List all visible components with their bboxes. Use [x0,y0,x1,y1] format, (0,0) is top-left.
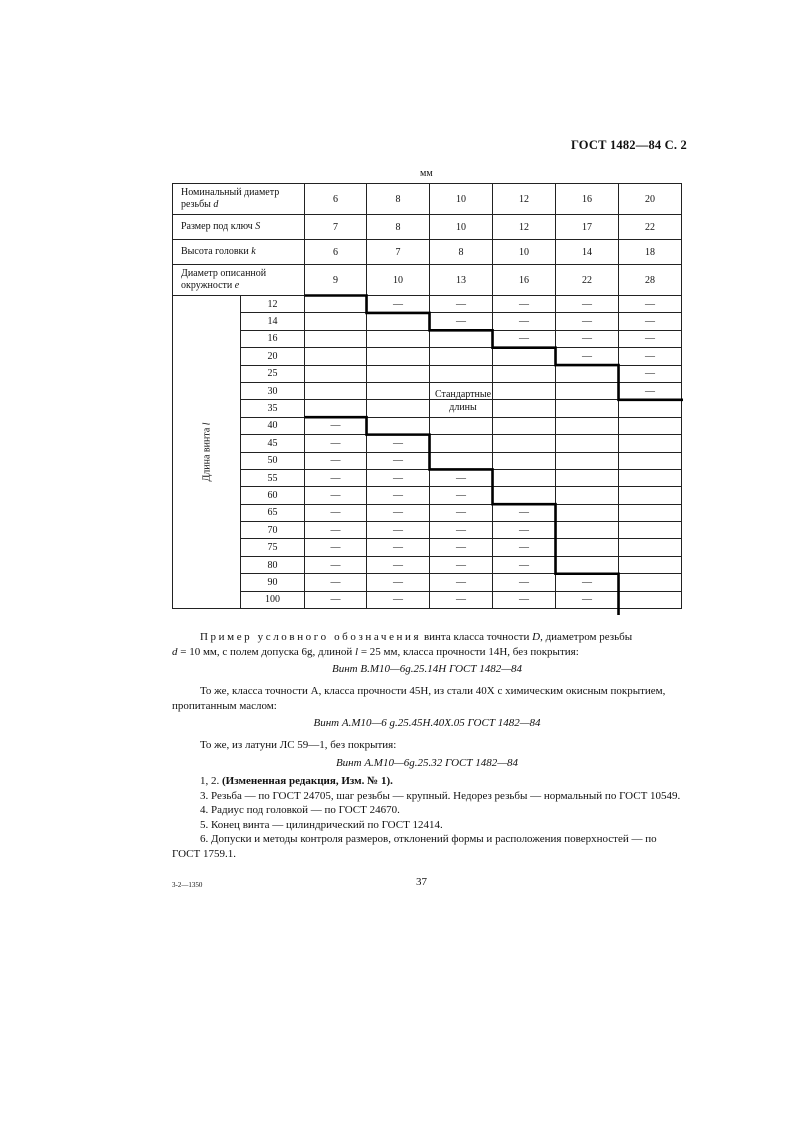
length-cell: — [367,296,430,313]
length-cell: — [367,522,430,539]
length-cell: — [619,382,682,399]
length-value: 60 [241,487,305,504]
param-value: 10 [493,240,556,265]
length-cell: — [305,591,367,608]
param-value: 7 [305,215,367,240]
length-cell: — [305,417,367,434]
length-cell: — [556,348,619,365]
length-cell: — [619,296,682,313]
length-cell: — [493,556,556,573]
length-value: 25 [241,365,305,382]
length-cell: — [556,591,619,608]
param-value: 12 [493,215,556,240]
length-cell: — [619,313,682,330]
param-value: 20 [619,184,682,215]
length-cell: — [493,591,556,608]
paragraph-steel: То же, класса точности А, класса прочности 45H, из стали 40Х с химическим окисным покрытием, пропитанным маслом: [172,685,666,712]
length-cell: — [493,539,556,556]
length-cell: — [619,365,682,382]
param-value: 8 [367,215,430,240]
length-value: 70 [241,522,305,539]
length-cell: — [367,435,430,452]
length-cell: — [305,435,367,452]
designation-1: Винт В.М10—6g.25.14Н ГОСТ 1482—84 [331,663,523,675]
length-cell: — [305,539,367,556]
length-cell: — [367,574,430,591]
designation-2: Винт А.М10—6 g.25.45Н.40Х.05 ГОСТ 1482—84 [313,717,541,729]
length-cell: — [305,452,367,469]
length-cell: — [430,522,493,539]
upper-boundary-line [305,296,684,400]
example-heading: Пример условного обозначения [200,631,422,643]
param-label: Высота головки k [173,240,305,265]
length-value: 55 [241,469,305,486]
standard-lengths-label: Стандартные длины [434,389,492,413]
param-value: 14 [556,240,619,265]
length-cell: — [493,574,556,591]
length-cell: — [430,574,493,591]
param-value: 16 [493,265,556,296]
length-value: 45 [241,435,305,452]
length-value: 20 [241,348,305,365]
length-cell: — [619,330,682,347]
param-value: 6 [305,240,367,265]
length-value: 12 [241,296,305,313]
page-header: ГОСТ 1482—84 С. 2 [570,138,687,152]
designation-3: Винт А.М10—6g.25.32 ГОСТ 1482—84 [335,757,519,769]
length-cell: — [367,591,430,608]
length-cell: — [367,487,430,504]
length-value: 16 [241,330,305,347]
length-cell: — [305,556,367,573]
note-5: 5. Конец винта — цилиндрический по ГОСТ 12414. [200,818,443,831]
param-value: 9 [305,265,367,296]
length-value: 14 [241,313,305,330]
length-cell: — [430,591,493,608]
note-1-2: 1, 2. (Измененная редакция, Изм. № 1). [200,775,393,787]
param-label: Номинальный диаметр резьбы d [173,184,305,215]
length-cell: — [305,522,367,539]
length-cell: — [430,556,493,573]
length-cell: — [493,522,556,539]
print-code: 3-2—1350 [172,881,203,889]
unit-label: мм [420,168,433,179]
length-cell: — [493,296,556,313]
length-cell: — [367,469,430,486]
length-cell: — [367,539,430,556]
length-cell: — [430,296,493,313]
param-value: 10 [367,265,430,296]
length-cell: — [430,504,493,521]
example-paragraph: Пример условного обозначения винта класса точности D, диаметром резьбы d = 10 мм, с полем допуска 6g, длиной l = 25 мм, класса прочности 14H, без покрытия: [172,631,633,658]
length-cell: — [305,469,367,486]
length-cell: — [367,504,430,521]
param-value: 22 [556,265,619,296]
length-cell: — [556,330,619,347]
length-value: 30 [241,382,305,399]
note-3: 3. Резьба — по ГОСТ 24705, шаг резьбы — крупный. Недорез резьбы — нормальный по ГОСТ 10549. [200,789,681,802]
length-value: 100 [241,591,305,608]
length-cell: — [430,487,493,504]
param-value: 6 [305,184,367,215]
length-value: 65 [241,504,305,521]
param-value: 16 [556,184,619,215]
length-cell: — [619,348,682,365]
length-value: 50 [241,452,305,469]
param-value: 17 [556,215,619,240]
length-cell: — [493,313,556,330]
length-value: 80 [241,556,305,573]
lower-boundary-line [305,417,619,615]
length-cell: — [556,313,619,330]
length-cell: — [305,504,367,521]
notes [172,774,682,861]
param-value: 8 [367,184,430,215]
length-cell: — [430,313,493,330]
length-cell: — [556,574,619,591]
param-value: 12 [493,184,556,215]
param-value: 13 [430,265,493,296]
length-cell: — [305,574,367,591]
param-value: 10 [430,184,493,215]
param-value: 7 [367,240,430,265]
length-cell: — [493,330,556,347]
param-value: 18 [619,240,682,265]
length-cell: — [367,452,430,469]
length-value: 35 [241,400,305,417]
length-cell: — [430,469,493,486]
paragraph-brass: То же, из латуни ЛС 59—1, без покрытия: [200,739,397,751]
length-cell: — [493,504,556,521]
length-cell: — [367,556,430,573]
page-number: 37 [416,876,427,888]
param-value: 10 [430,215,493,240]
param-value: 8 [430,240,493,265]
length-cell: — [305,487,367,504]
param-label: Диаметр описанной окружности e [173,265,305,296]
param-value: 28 [619,265,682,296]
length-axis-label: Длина винта l [173,296,241,609]
param-label: Размер под ключ S [173,215,305,240]
param-value: 22 [619,215,682,240]
length-value: 75 [241,539,305,556]
note-6: 6. Допуски и методы контроля размеров, отклонений формы и расположения поверхностей — по ГОСТ 1759.1. [172,833,657,860]
length-cell: — [430,539,493,556]
note-4: 4. Радиус под головкой — по ГОСТ 24670. [200,804,400,816]
length-value: 90 [241,574,305,591]
length-value: 40 [241,417,305,434]
length-cell: — [556,296,619,313]
